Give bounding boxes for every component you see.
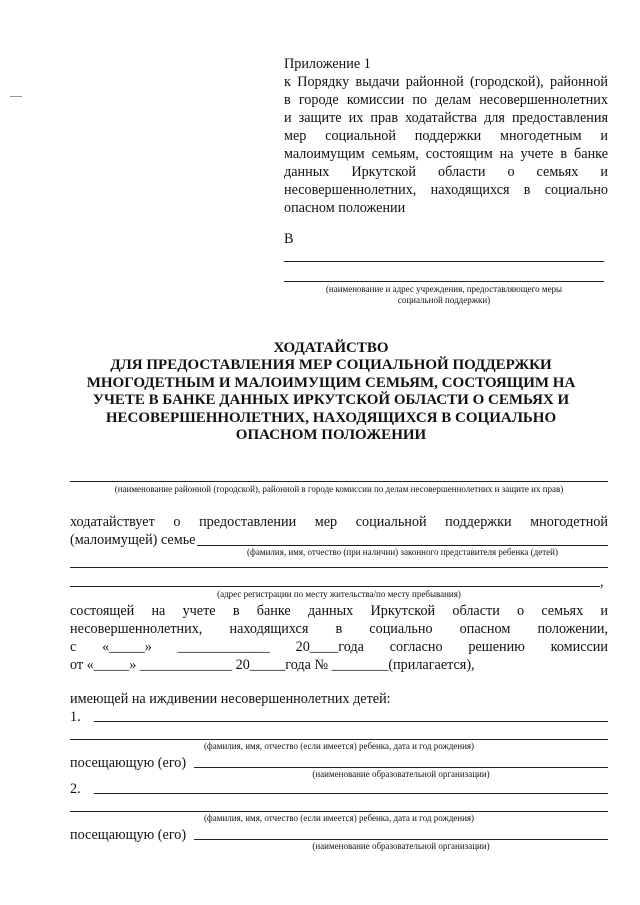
recipient-prefix: В <box>284 231 294 247</box>
child-number: 2. <box>70 781 81 797</box>
heading-line: ОПАСНОМ ПОЛОЖЕНИИ <box>235 427 427 444</box>
annex-line: и защите их прав ходатайства для предоставления <box>284 110 608 126</box>
annex-line: опасном положении <box>284 200 406 216</box>
commission-field-line[interactable] <box>70 481 608 482</box>
address-field-line-1[interactable] <box>70 567 608 568</box>
recipient-field-line-1[interactable] <box>284 261 604 262</box>
annex-line: несовершеннолетних, находящихся в социально <box>284 182 608 198</box>
registered-line-2: несовершеннолетних, находящихся в социально опасном положении, <box>70 621 608 637</box>
child-number: 1. <box>70 709 81 725</box>
child-1-field-line-1[interactable] <box>94 721 608 722</box>
commission-caption: (наименование районной (городской), районной в городе комиссии по делам несовершеннолетних и защите их прав) <box>114 484 564 494</box>
decision-line[interactable]: от «_____» _____________ 20_____года № ________(прилагается), <box>70 657 475 673</box>
heading-line: УЧЕТЕ В БАНКЕ ДАННЫХ ИРКУТСКОЙ ОБЛАСТИ О СЕМЬЯХ И <box>92 392 570 409</box>
recipient-caption-line-2: социальной поддержки) <box>397 295 491 305</box>
scan-margin-mark <box>10 96 22 97</box>
recipient-caption-line-1: (наименование и адрес учреждения, предоставляющего меры <box>325 284 563 294</box>
annex-line: данных Иркутской области о семьях и <box>284 164 608 180</box>
petition-line-2: (малоимущей) семье <box>70 532 196 548</box>
child-2-org-field-line[interactable] <box>194 839 608 840</box>
annex-line: малоимущим семьям, состоящим на учете в банке <box>284 146 608 162</box>
child-1-caption: (фамилия, имя, отчество (если имеется) ребенка, дата и год рождения) <box>203 741 475 751</box>
address-caption: (адрес регистрации по месту жительства/по месту пребывания) <box>217 589 461 599</box>
child-1-org-field-line[interactable] <box>194 767 608 768</box>
child-1-org-caption: (наименование образовательной организации) <box>312 769 490 779</box>
annex-line: мер социальной поддержки многодетным и <box>284 128 608 144</box>
child-2-field-line-1[interactable] <box>94 793 608 794</box>
registration-date-line[interactable]: с «_____» _____________ 20____года согласно решению комиссии <box>70 639 608 655</box>
annex-description <box>284 73 608 217</box>
children-intro: имеющей на иждивении несовершеннолетних детей: <box>70 691 391 707</box>
address-field-line-2[interactable] <box>70 586 600 587</box>
heading-line: НЕСОВЕРШЕННОЛЕТНИХ, НАХОДЯЩИХСЯ В СОЦИАЛЬНО <box>105 409 557 426</box>
child-2-caption: (фамилия, имя, отчество (если имеется) ребенка, дата и год рождения) <box>203 813 475 823</box>
registered-line-1: состоящей на учете в банке данных Иркутской области о семьях и <box>70 603 608 619</box>
annex-title: Приложение 1 <box>284 56 371 72</box>
heading-line: ХОДАТАЙСТВО <box>273 340 389 356</box>
representative-caption: (фамилия, имя, отчество (при наличии) законного представителя ребенка (детей) <box>247 547 558 557</box>
representative-field-line[interactable] <box>197 545 608 546</box>
address-comma: , <box>600 574 604 590</box>
annex-line: в городе комиссии по делам несовершеннолетних <box>284 92 608 108</box>
heading-line: ДЛЯ ПРЕДОСТАВЛЕНИЯ МЕР СОЦИАЛЬНОЙ ПОДДЕРЖКИ <box>110 357 552 374</box>
child-2-attends-label: посещающую (его) <box>70 827 187 843</box>
document-heading <box>66 340 596 444</box>
annex-line: к Порядку выдачи районной (городской), районной <box>284 74 608 90</box>
child-2-field-line-2[interactable] <box>70 811 608 812</box>
child-1-field-line-2[interactable] <box>70 739 608 740</box>
heading-line: МНОГОДЕТНЫМ И МАЛОИМУЩИМ СЕМЬЯМ, СОСТОЯЩИМ НА <box>86 374 576 391</box>
child-2-org-caption: (наименование образовательной организации) <box>312 841 490 851</box>
child-1-attends-label: посещающую (его) <box>70 755 187 771</box>
recipient-field-line-2[interactable] <box>284 281 604 282</box>
petition-line-1: ходатайствует о предоставлении мер социальной поддержки многодетной <box>70 514 608 530</box>
